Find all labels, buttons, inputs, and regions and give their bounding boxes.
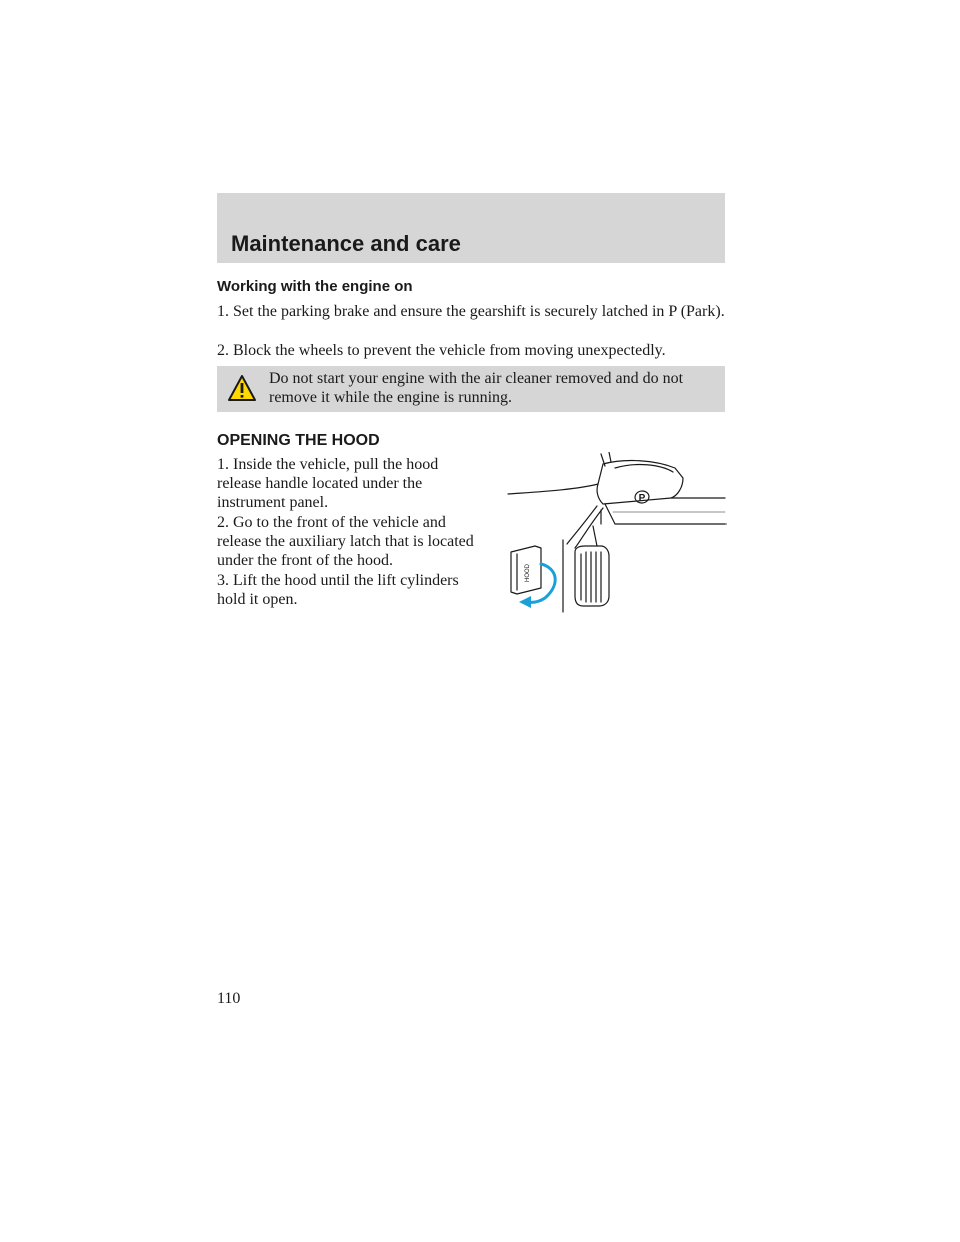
engine-on-step-1: 1. Set the parking brake and ensure the gearshift is securely latched in P (Park).: [217, 303, 725, 320]
page-number: 110: [217, 990, 241, 1007]
hood-handle-label: HOOD: [525, 564, 531, 582]
opening-hood-step-3: 3. Lift the hood until the lift cylinders hold it open.: [217, 572, 459, 608]
warning-text: Do not start your engine with the air cleaner removed and do not remove it while the engine is running.: [269, 370, 684, 406]
warning-triangle-icon: [227, 374, 257, 402]
opening-hood-heading: OPENING THE HOOD: [217, 432, 380, 449]
opening-hood-step-2: 2. Go to the front of the vehicle and release the auxiliary latch that is located under the front of the hood.: [217, 514, 474, 569]
brake-label: P: [638, 493, 646, 504]
engine-on-heading: Working with the engine on: [217, 278, 413, 295]
engine-on-step-2: 2. Block the wheels to prevent the vehicle from moving unexpectedly.: [217, 342, 666, 359]
opening-hood-step-1: 1. Inside the vehicle, pull the hood release handle located under the instrument panel.: [217, 456, 439, 511]
section-header-band: [217, 193, 725, 263]
warning-box: [217, 366, 725, 412]
hood-release-illustration: [505, 452, 727, 614]
section-title: Maintenance and care: [231, 231, 461, 256]
